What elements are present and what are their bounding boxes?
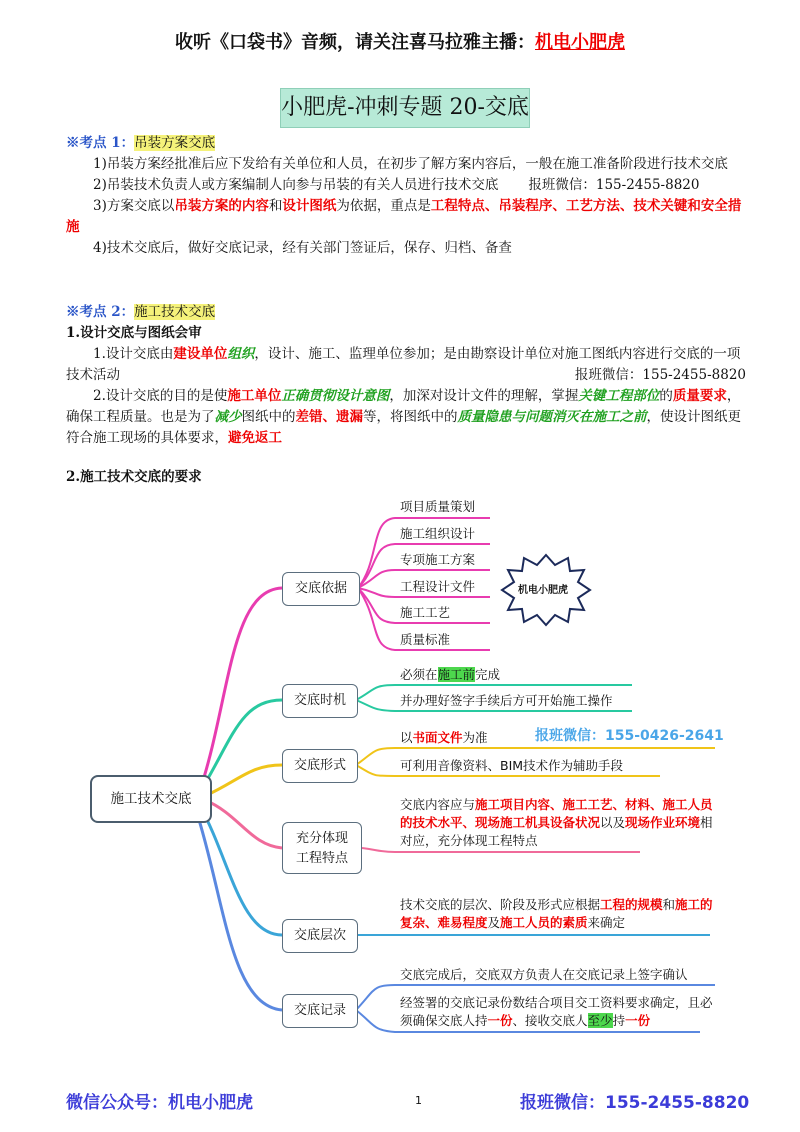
kd2-p1: 1.设计交底由建设单位组织，设计、施工、监理单位参加；是由勘察设计单位对施工图纸内容进行交底的一项技术活动 报班微信：155-2455-8820	[66, 346, 746, 383]
form-item-2: 可利用音像资料、BIM技术作为辅助手段	[400, 758, 624, 773]
kd2-subheading-1: 1.设计交底与图纸会审	[66, 325, 202, 341]
kd1-p1: 1)吊装方案经批准后应下发给有关单位和人员，在初步了解方案内容后，一般在施工准备阶段进行技术交底	[93, 156, 728, 172]
basis-item: 工程设计文件	[400, 579, 476, 594]
branch-timing: 交底时机	[282, 684, 358, 718]
kd1-p4: 4)技术交底后，做好交底记录，经有关部门签证后，保存、归档、备查	[93, 240, 512, 256]
basis-item: 项目质量策划	[400, 499, 476, 514]
kd1-p3: 3)方案交底以吊装方案的内容和设计图纸为依据，重点是工程特点、吊装程序、工艺方法、技术关键和安全措施	[66, 198, 742, 235]
header-author: 机电小肥虎	[535, 32, 625, 53]
kd1-p2: 2)吊装技术负责人或方案编制人向参与吊装的有关人员进行技术交底 报班微信：155-2455-8820	[93, 177, 700, 193]
kd2-heading: ※考点 2：施工技术交底	[66, 304, 216, 320]
kd2-p2: 2.设计交底的目的是使施工单位正确贯彻设计意图，加深对设计文件的理解，掌握关键工程部位的质量要求，确保工程质量。也是为了减少图纸中的差错、遗漏等，将图纸中的质量隐患与问题消灭在施工之前，使设计图纸更符合施工现场的具体要求，避免返工	[66, 388, 741, 446]
branch-form: 交底形式	[282, 749, 358, 783]
records-item-1: 交底完成后，交底双方负责人在交底记录上签字确认	[400, 967, 688, 982]
features-item: 交底内容应与施工项目内容、施工工艺、材料、施工人员的技术水平、现场施工机具设备状况以及现场作业环境相对应，充分体现工程特点	[400, 797, 713, 848]
form-item-1: 以书面文件为准	[400, 730, 488, 745]
branch-features: 充分体现 工程特点	[282, 822, 362, 874]
page-header: 收听《口袋书》音频，请关注喜马拉雅主播：机电小肥虎	[175, 32, 625, 53]
basis-item: 施工工艺	[400, 605, 451, 620]
levels-item: 技术交底的层次、阶段及形式应根据工程的规模和施工的复杂、难易程度及施工人员的素质来确定	[400, 897, 713, 930]
branch-basis: 交底依据	[282, 572, 360, 606]
badge-label: 机电小肥虎	[518, 585, 568, 596]
page-number: 1	[415, 1094, 422, 1107]
branch-records: 交底记录	[282, 994, 358, 1028]
timing-item-1: 必须在施工前完成	[400, 667, 501, 682]
basis-item: 施工组织设计	[400, 526, 476, 541]
footer-contact: 报班微信：155-2455-8820	[520, 1093, 750, 1113]
mindmap-root: 施工技术交底	[90, 775, 212, 823]
timing-item-2: 并办理好签字手续后方可开始施工操作	[400, 693, 613, 708]
kd1-heading: ※考点 1：吊装方案交底	[66, 135, 216, 151]
records-item-2: 经签署的交底记录份数结合项目交工资料要求确定，且必须确保交底人持一份、接收交底人至少持一份	[400, 995, 713, 1028]
basis-item: 专项施工方案	[400, 552, 476, 567]
branch-levels: 交底层次	[282, 919, 358, 953]
footer-wechat-account: 微信公众号：机电小肥虎	[66, 1093, 253, 1113]
kd2-subheading-2: 2.施工技术交底的要求	[66, 469, 202, 485]
mindmap-contact: 报班微信：155-0426-2641	[535, 728, 724, 744]
page-title: 小肥虎-冲刺专题 20-交底	[280, 88, 530, 128]
basis-item: 质量标准	[400, 632, 451, 647]
